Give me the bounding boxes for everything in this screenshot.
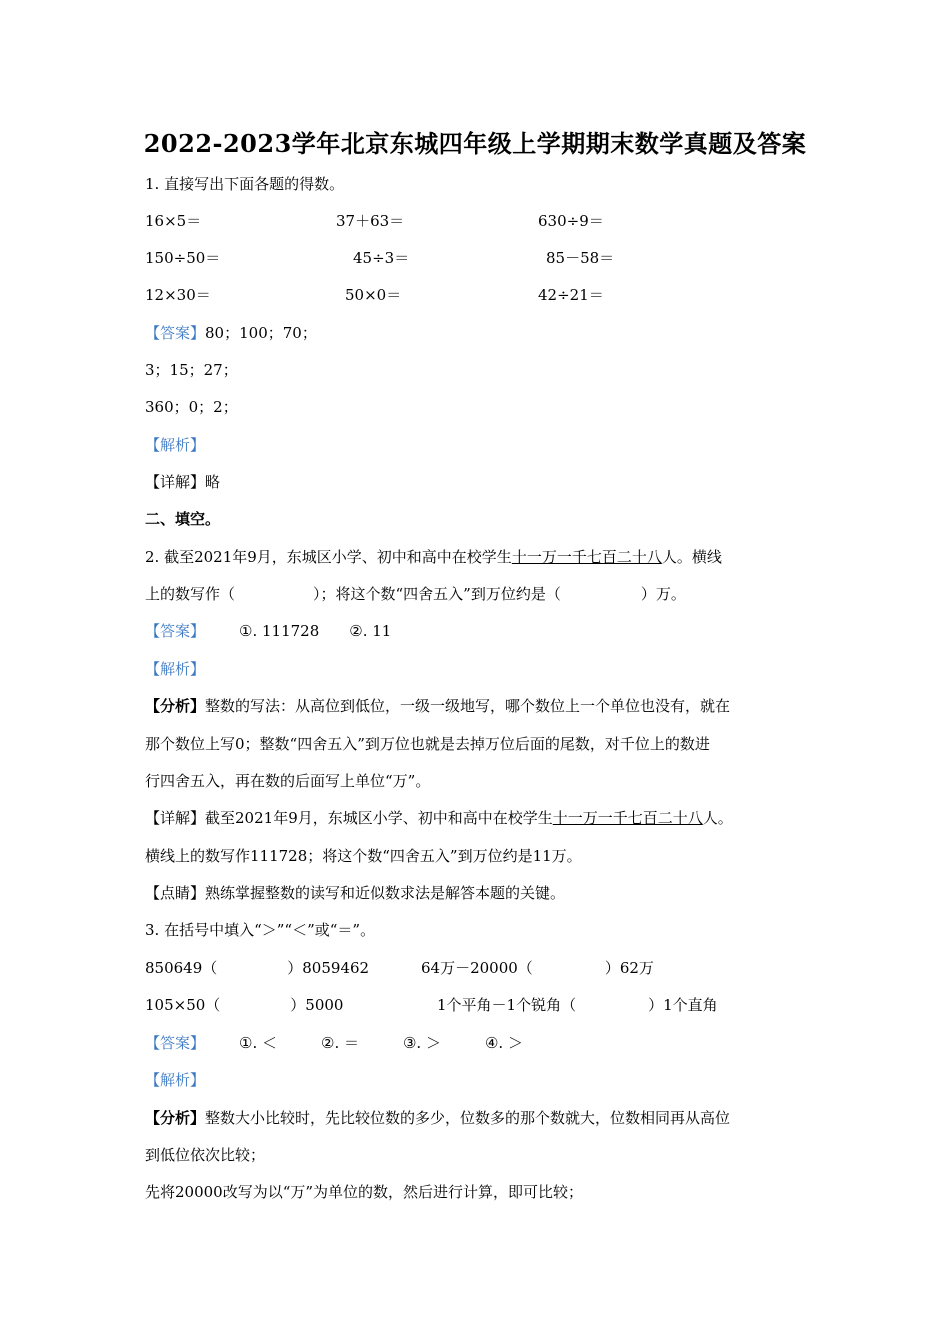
q1-expr-1-2: 37＋63＝: [336, 212, 405, 230]
q3-answer-2: ②. ＝: [321, 1034, 359, 1052]
fenxi-tag: 【分析】: [145, 1109, 206, 1127]
answer-tag: 【答案】: [145, 622, 206, 640]
q3-compare-2-right: ）62万: [604, 959, 654, 977]
q2-fenxi-line-2: 那个数位上写0；整数“四舍五入”到万位也就是去掉万位后面的尾数，对千位上的数进: [145, 735, 710, 753]
q2-stem-text-end: 人。横线: [661, 548, 722, 566]
q2-blank-open-1: 上的数写作（: [145, 585, 236, 603]
q3-analysis-tag: 【解析】: [145, 1071, 206, 1089]
q3-compare-1: [145, 958, 369, 978]
q3-fenxi-line-2: 到低位依次比较；: [145, 1146, 266, 1164]
q1-answer: [145, 323, 317, 343]
q1-stem: 1. 直接写出下面各题的得数。: [145, 175, 345, 193]
q3-compare-2: [421, 958, 654, 978]
q1-expr-2-3: 85－58＝: [546, 249, 615, 267]
q2-detail-line-2: 横线上的数写作111728；将这个数“四舍五入”到万位约是11万。: [145, 847, 582, 865]
q2-detail-underlined: 十一万一千七百二十八: [552, 809, 703, 827]
q2-answer-1: ①. 111728: [239, 622, 320, 640]
q3-compare-4-right: ）1个直角: [648, 996, 718, 1014]
q2-fenxi-line-1: [145, 696, 730, 716]
q3-compare-1-left: 850649（: [145, 959, 218, 977]
q1-expr-2-1: 150÷50＝: [145, 249, 221, 267]
q2-answer-2: ②. 11: [349, 622, 392, 640]
q2-blank-text-2: ）；将这个数“四舍五入”到万位约是（: [313, 585, 561, 603]
q2-stem-line-1: [145, 547, 722, 567]
q1-expr-1-1: 16×5＝: [145, 212, 202, 230]
q2-stem-text: 2. 截至2021年9月，东城区小学、初中和高中在校学生: [145, 548, 512, 566]
answer-tag: 【答案】: [145, 324, 206, 342]
q1-detail-text: 略: [205, 473, 221, 491]
q3-compare-2-left: 64万－20000（: [421, 959, 533, 977]
q2-fenxi-text-1: 整数的写法：从高位到低位，一级一级地写，哪个数位上一个单位也没有，就在: [205, 697, 731, 715]
q1-answer-line-3: 360；0；2；: [145, 398, 238, 416]
detail-tag: 【详解】: [145, 473, 206, 491]
q3-fenxi-line-3: 先将20000改写为以“万”为单位的数，然后进行计算，即可比较；: [145, 1183, 584, 1201]
q1-answer-line-1: 80；100；70；: [205, 324, 317, 342]
q1-expr-1-3: 630÷9＝: [538, 212, 604, 230]
q1-expr-3-2: 50×0＝: [345, 286, 402, 304]
q1-detail: [145, 472, 220, 492]
section-heading: 二、填空。: [145, 510, 221, 528]
document-title: 2022-2023学年北京东城四年级上学期期末数学真题及答案: [143, 129, 807, 158]
q3-compare-3-left: 105×50（: [145, 996, 221, 1014]
q3-compare-1-right: ）8059462: [287, 959, 370, 977]
q2-blank-close-2: ）万。: [640, 585, 686, 603]
q2-detail-text: 截至2021年9月，东城区小学、初中和高中在校学生: [205, 809, 553, 827]
q2-detail-text-end: 人。: [702, 809, 733, 827]
q3-compare-3-right: ）5000: [290, 996, 344, 1014]
q3-stem: 3. 在括号中填入“＞”“＜”或“＝”。: [145, 921, 376, 939]
q1-expr-2-2: 45÷3＝: [353, 249, 410, 267]
q3-answer-1: ①. ＜: [239, 1034, 277, 1052]
q1-analysis-tag: 【解析】: [145, 436, 206, 454]
q3-answer-3: ③. ＞: [402, 1034, 441, 1052]
fenxi-tag: 【分析】: [145, 697, 206, 715]
detail-tag: 【详解】: [145, 809, 206, 827]
q3-compare-3: [145, 995, 343, 1015]
q2-underlined-number: 十一万一千七百二十八: [511, 548, 662, 566]
q2-fenxi-line-3: 行四舍五入，再在数的后面写上单位“万”。: [145, 772, 431, 790]
q2-analysis-tag: 【解析】: [145, 660, 206, 678]
q3-compare-4: [437, 995, 718, 1015]
q3-compare-4-left: 1个平角－1个锐角（: [437, 996, 577, 1014]
q2-answer: [145, 621, 391, 641]
q2-dianjing-text: 熟练掌握整数的读写和近似数求法是解答本题的关键。: [205, 884, 566, 902]
q1-expr-3-3: 42÷21＝: [538, 286, 604, 304]
dianjing-tag: 【点睛】: [145, 884, 206, 902]
q2-stem-line-2: [145, 584, 686, 604]
q1-answer-line-2: 3；15；27；: [145, 361, 238, 379]
q3-fenxi-text-1: 整数大小比较时，先比较位数的多少，位数多的那个数就大，位数相同再从高位: [205, 1109, 731, 1127]
q1-expr-3-1: 12×30＝: [145, 286, 211, 304]
q3-answer: [145, 1033, 523, 1053]
answer-tag: 【答案】: [145, 1034, 206, 1052]
q3-answer-4: ④. ＞: [484, 1034, 523, 1052]
q2-dianjing: [145, 883, 565, 903]
q2-detail-line-1: [145, 808, 733, 828]
q3-fenxi-line-1: [145, 1108, 730, 1128]
